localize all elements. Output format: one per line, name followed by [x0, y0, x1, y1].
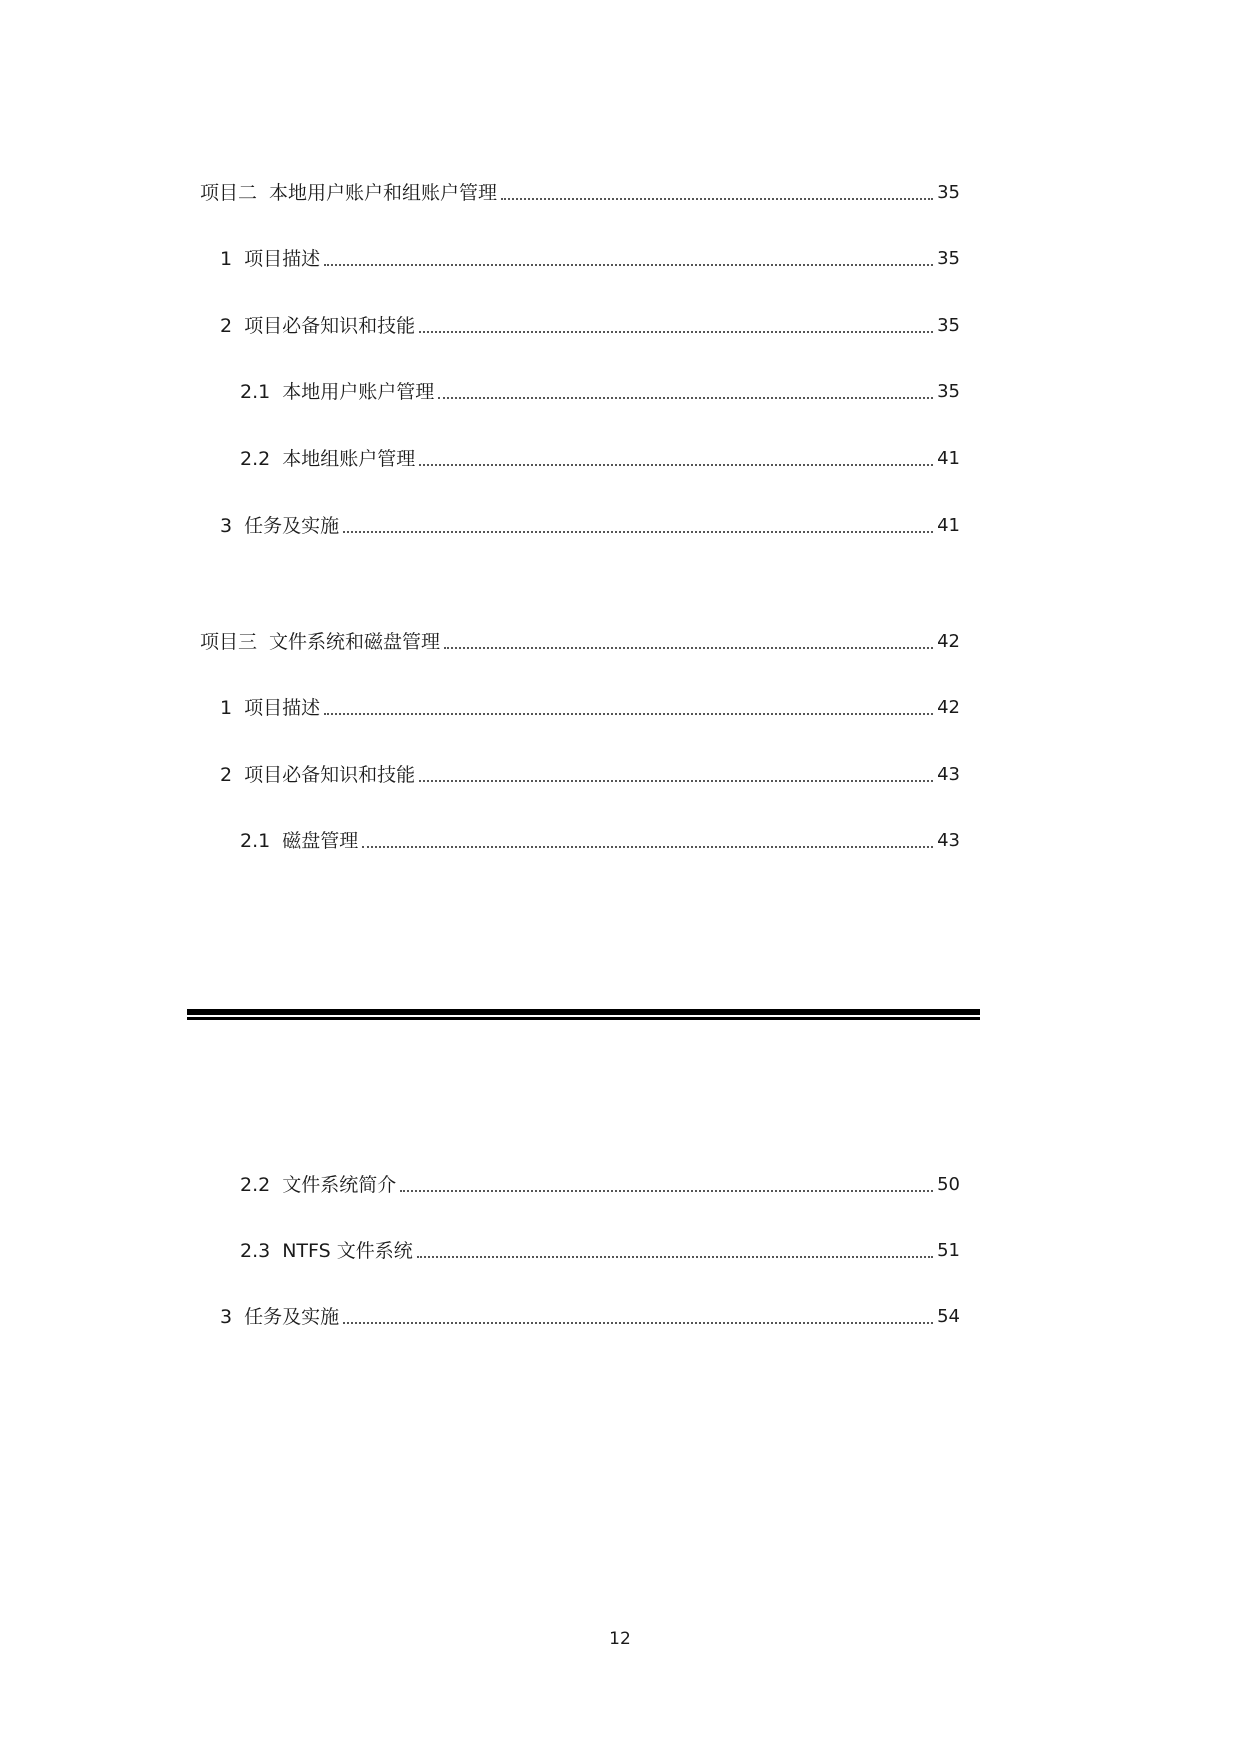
toc-entry-label [220, 762, 417, 788]
toc-entry-label [240, 446, 417, 472]
toc-leader-dots [438, 396, 933, 399]
toc-page-number: 35 [937, 315, 960, 336]
toc-leader-dots [324, 712, 933, 715]
toc-entry [220, 1304, 960, 1330]
toc-entry [220, 513, 960, 539]
toc-entry-title: 项目描述 [244, 248, 321, 270]
toc-leader-dots [324, 263, 933, 266]
toc-leader-dots [419, 463, 933, 466]
toc-entry-title: NTFS 文件系统 [282, 1240, 413, 1262]
toc-entry-number: 2.2 [240, 1174, 271, 1196]
toc-entry-title: 项目必备知识和技能 [244, 315, 416, 337]
toc-entry-label [240, 379, 436, 405]
toc-entry-title: 项目描述 [244, 697, 321, 719]
toc-entry-number: 2.1 [240, 830, 271, 852]
toc-entry [240, 1238, 960, 1264]
toc-leader-dots [343, 1321, 933, 1324]
toc-entry-number: 2 [220, 764, 233, 786]
toc-entry [240, 1172, 960, 1198]
toc-entry-title: 项目必备知识和技能 [244, 764, 416, 786]
toc-page-number: 41 [937, 515, 960, 536]
toc-entry-number: 项目二 [200, 182, 258, 204]
toc-entry-number: 2.1 [240, 381, 271, 403]
toc-entry-number: 2.2 [240, 448, 271, 470]
page-break-rule [187, 1017, 980, 1020]
toc-entry [200, 629, 960, 655]
toc-page-number: 50 [937, 1174, 960, 1195]
toc-leader-dots [362, 845, 933, 848]
toc-entry [200, 180, 960, 206]
toc-page-number: 43 [937, 830, 960, 851]
toc-leader-dots [501, 197, 933, 200]
toc-entry-title: 本地用户账户和组账户管理 [269, 182, 498, 204]
toc-page-number: 54 [937, 1306, 960, 1327]
toc-leader-dots [444, 646, 933, 649]
toc-entry-title: 任务及实施 [244, 1306, 340, 1328]
toc-entry-title: 任务及实施 [244, 515, 340, 537]
toc-entry-label [220, 695, 322, 721]
toc-leader-dots [419, 330, 933, 333]
toc-entry-label [220, 1304, 341, 1330]
toc-leader-dots [419, 779, 933, 782]
toc-entry [240, 379, 960, 405]
toc-entry-label [220, 513, 341, 539]
toc-entry-title: 本地组账户管理 [282, 448, 416, 470]
toc-page-number: 41 [937, 448, 960, 469]
toc-entry-title: 磁盘管理 [282, 830, 359, 852]
toc-entry-label [220, 313, 417, 339]
toc-leader-dots [417, 1255, 933, 1258]
toc-leader-dots [343, 530, 933, 533]
toc-entry [240, 446, 960, 472]
toc-page-number: 35 [937, 182, 960, 203]
toc-entry [220, 695, 960, 721]
toc-entry-label [200, 180, 499, 206]
toc-entry-label [240, 1238, 415, 1264]
toc-entry-number: 1 [220, 248, 233, 270]
toc-entry-number: 3 [220, 515, 233, 537]
toc-entry [240, 828, 960, 854]
toc-entry-label [240, 828, 360, 854]
page-number: 12 [609, 1629, 631, 1649]
toc-entry-number: 项目三 [200, 631, 258, 653]
toc-entry [220, 762, 960, 788]
toc-leader-dots [400, 1189, 933, 1192]
toc-entry-title: 文件系统和磁盘管理 [269, 631, 441, 653]
toc-entry-label [200, 629, 442, 655]
toc-page-number: 35 [937, 381, 960, 402]
toc-page-number: 43 [937, 764, 960, 785]
toc-entry [220, 246, 960, 272]
toc-entry-number: 2.3 [240, 1240, 271, 1262]
toc-entry-label [240, 1172, 398, 1198]
toc-entry-title: 本地用户账户管理 [282, 381, 435, 403]
toc-page-number: 42 [937, 697, 960, 718]
page-break-rule [187, 1009, 980, 1015]
toc-entry [220, 313, 960, 339]
toc-entry-number: 2 [220, 315, 233, 337]
toc-page-number: 35 [937, 248, 960, 269]
toc-entry-label [220, 246, 322, 272]
toc-page-number: 42 [937, 631, 960, 652]
toc-page-number: 51 [937, 1240, 960, 1261]
toc-entry-title: 文件系统简介 [282, 1174, 397, 1196]
toc-entry-number: 3 [220, 1306, 233, 1328]
toc-entry-number: 1 [220, 697, 233, 719]
